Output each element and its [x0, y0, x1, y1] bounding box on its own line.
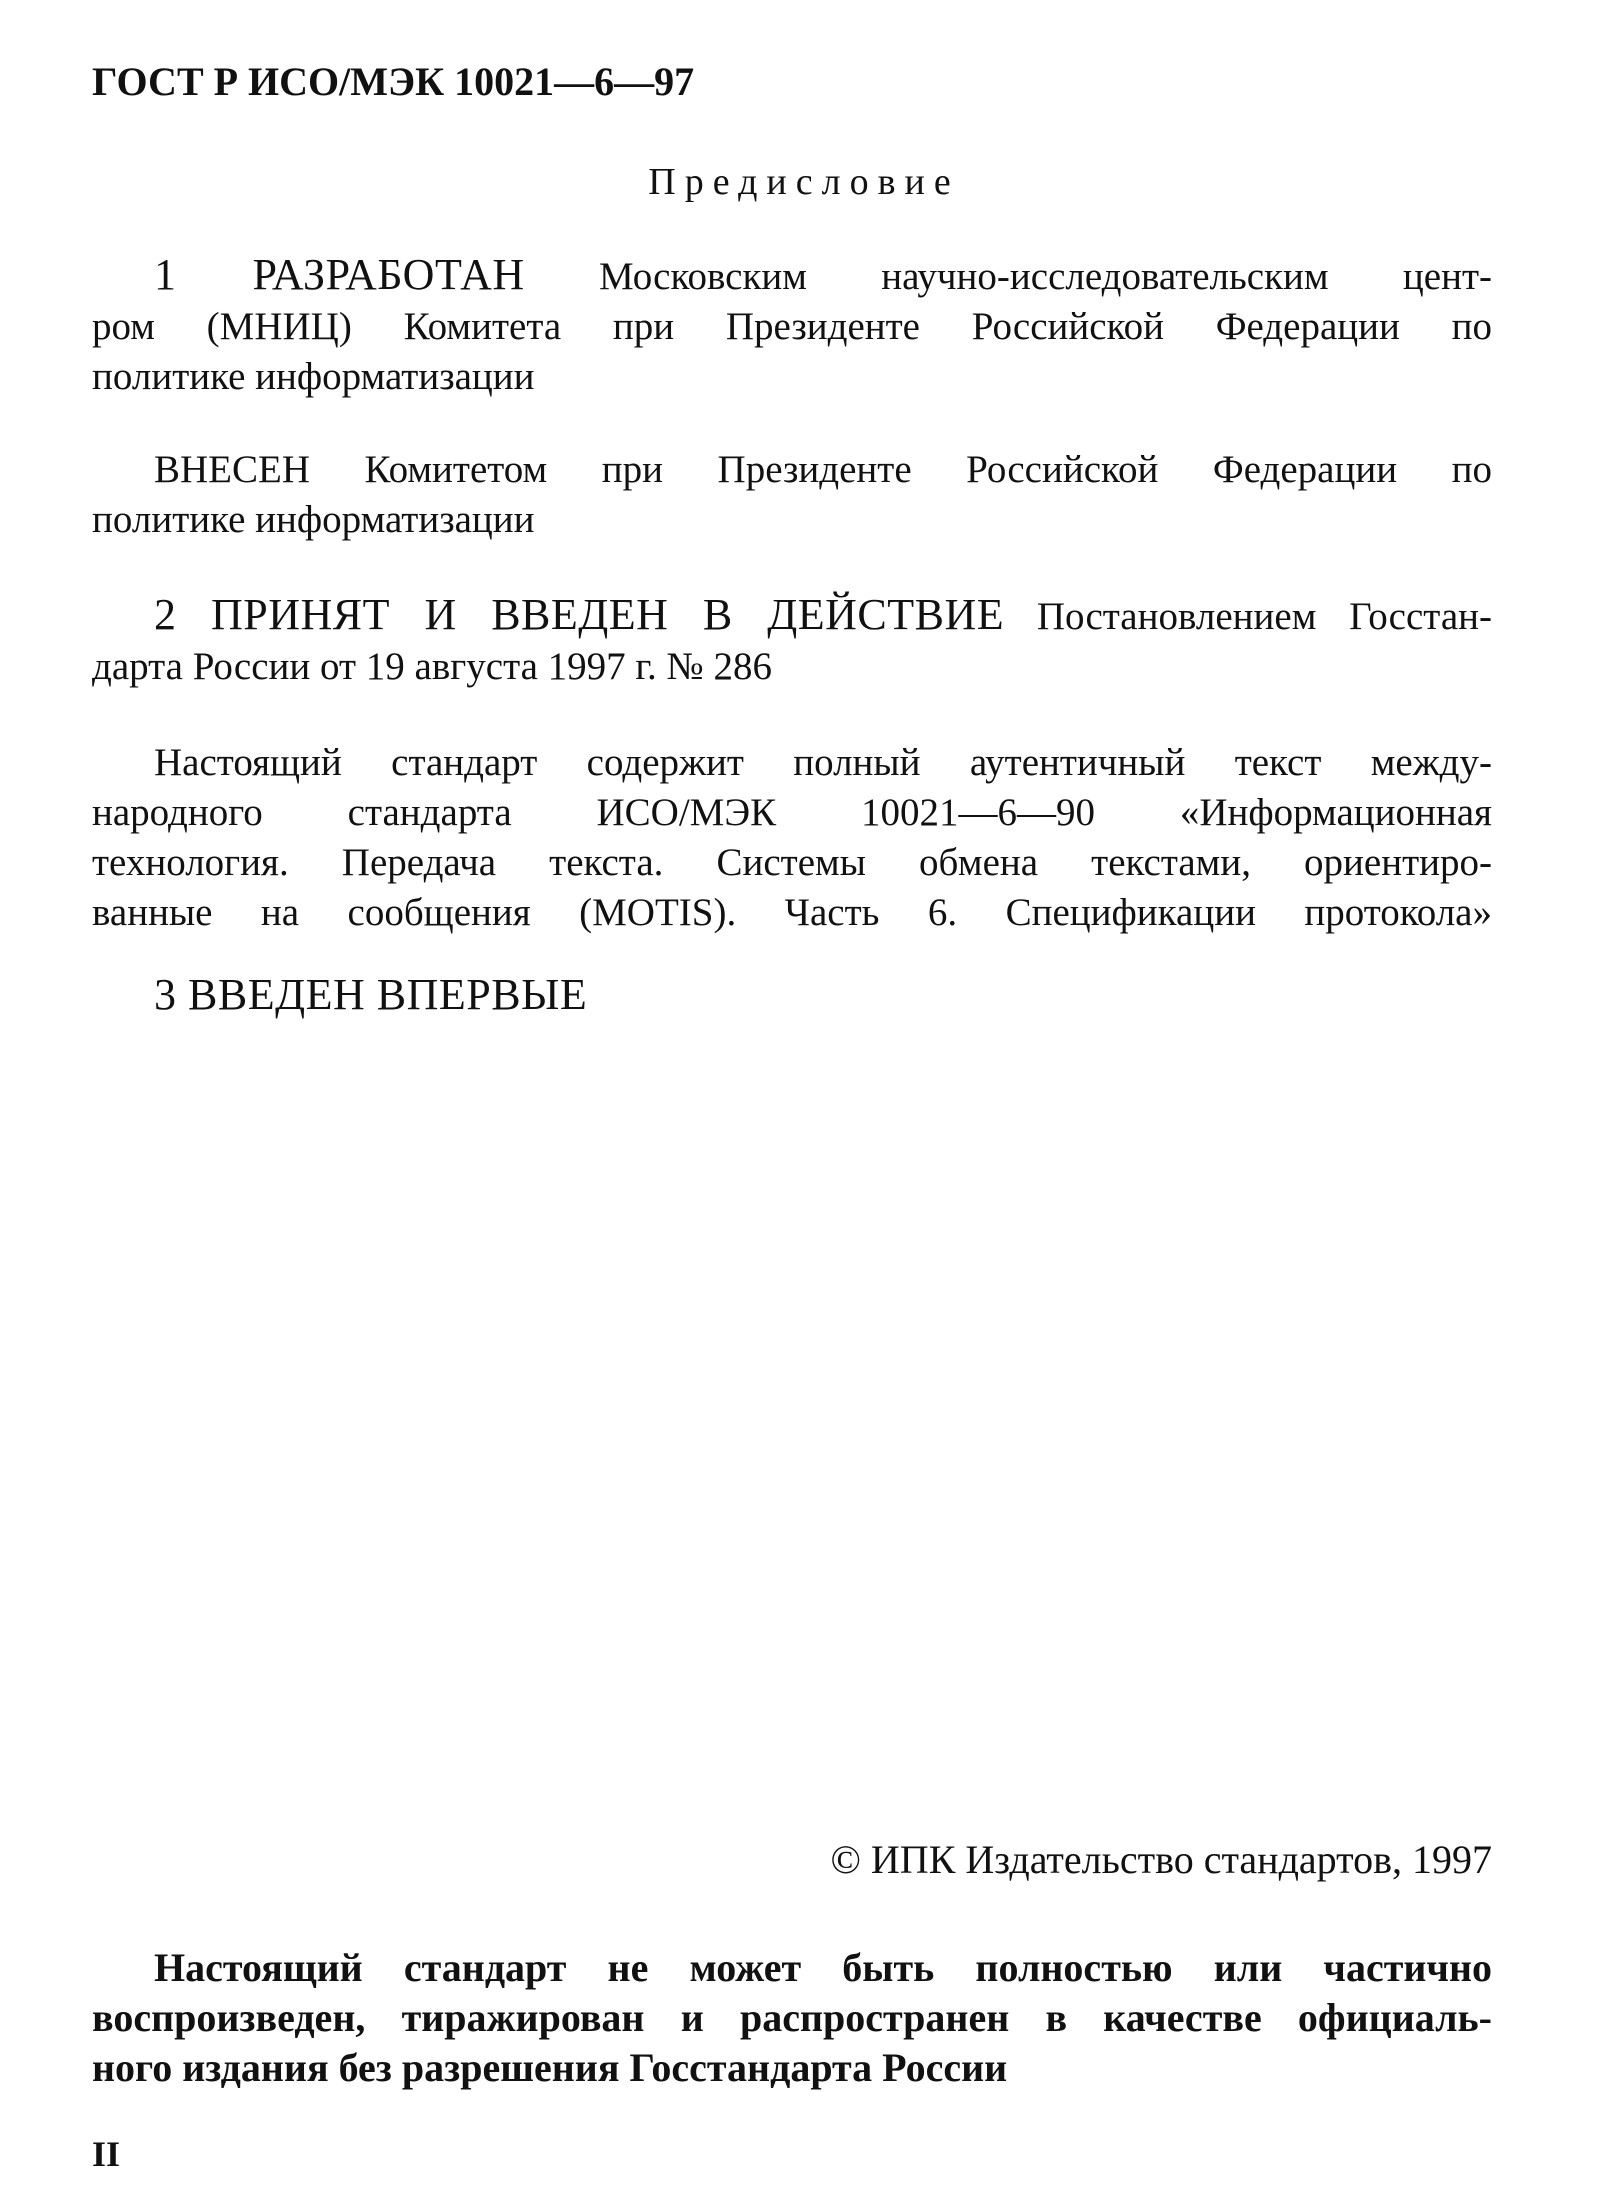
foreword-item-3: [92, 970, 1492, 1022]
paragraph-line: технология. Передача текста. Системы обмена текстами, ориентиро-: [92, 841, 1492, 884]
foreword-item-1: [92, 250, 1492, 402]
foreword-item-2: [92, 590, 1492, 692]
copyright-line: © ИПК Издательство стандартов, 1997: [830, 1837, 1492, 1882]
notice-line: ного издания без разрешения Госстандарта России: [92, 2045, 1008, 2090]
paragraph-lead: 1 РАЗРАБОТАН: [154, 250, 525, 299]
paragraph-line: ванные на сообщения (MOTIS). Часть 6. Спецификации протокола»: [92, 891, 1492, 934]
notice-line: Настоящий стандарт не может быть полностью или частично: [154, 1945, 1492, 1990]
paragraph-line: Настоящий стандарт содержит полный аутентичный текст между-: [154, 741, 1492, 784]
foreword-heading: Предисловие: [648, 161, 960, 203]
paragraph-line: политике информатизации: [92, 355, 535, 398]
reproduction-notice: [92, 1943, 1492, 2093]
paragraph-lead: 3 ВВЕДЕН ВПЕРВЫЕ: [154, 970, 588, 1019]
paragraph-line: ром (МНИЦ) Комитета при Президенте Российской Федерации по: [92, 305, 1492, 348]
paragraph-line: политике информатизации: [92, 498, 535, 541]
document-code: ГОСТ Р ИСО/МЭК 10021—6—97: [92, 59, 695, 104]
paragraph-line: [92, 970, 1492, 1022]
paragraph-text: Постановлением Госстан-: [1004, 595, 1492, 638]
notice-line: воспроизведен, тиражирован и распространен в качестве официаль-: [92, 1995, 1492, 2040]
paragraph-text: Московским научно-исследовательским цент-: [524, 255, 1492, 298]
paragraph-line: ВНЕСЕН Комитетом при Президенте Российской Федерации по: [154, 448, 1492, 491]
foreword-item-content-note: [92, 738, 1492, 938]
paragraph-line: [92, 590, 1492, 642]
paragraph-lead: 2 ПРИНЯТ И ВВЕДЕН В ДЕЙСТВИЕ: [154, 590, 1005, 639]
paragraph-line: дарта России от 19 августа 1997 г. № 286: [92, 645, 772, 688]
paragraph-line: [92, 250, 1492, 302]
foreword-item-introduced: [92, 445, 1492, 545]
page-number: II: [92, 2134, 121, 2174]
paragraph-line: народного стандарта ИСО/МЭК 10021—6—90 «Информационная: [92, 791, 1492, 834]
